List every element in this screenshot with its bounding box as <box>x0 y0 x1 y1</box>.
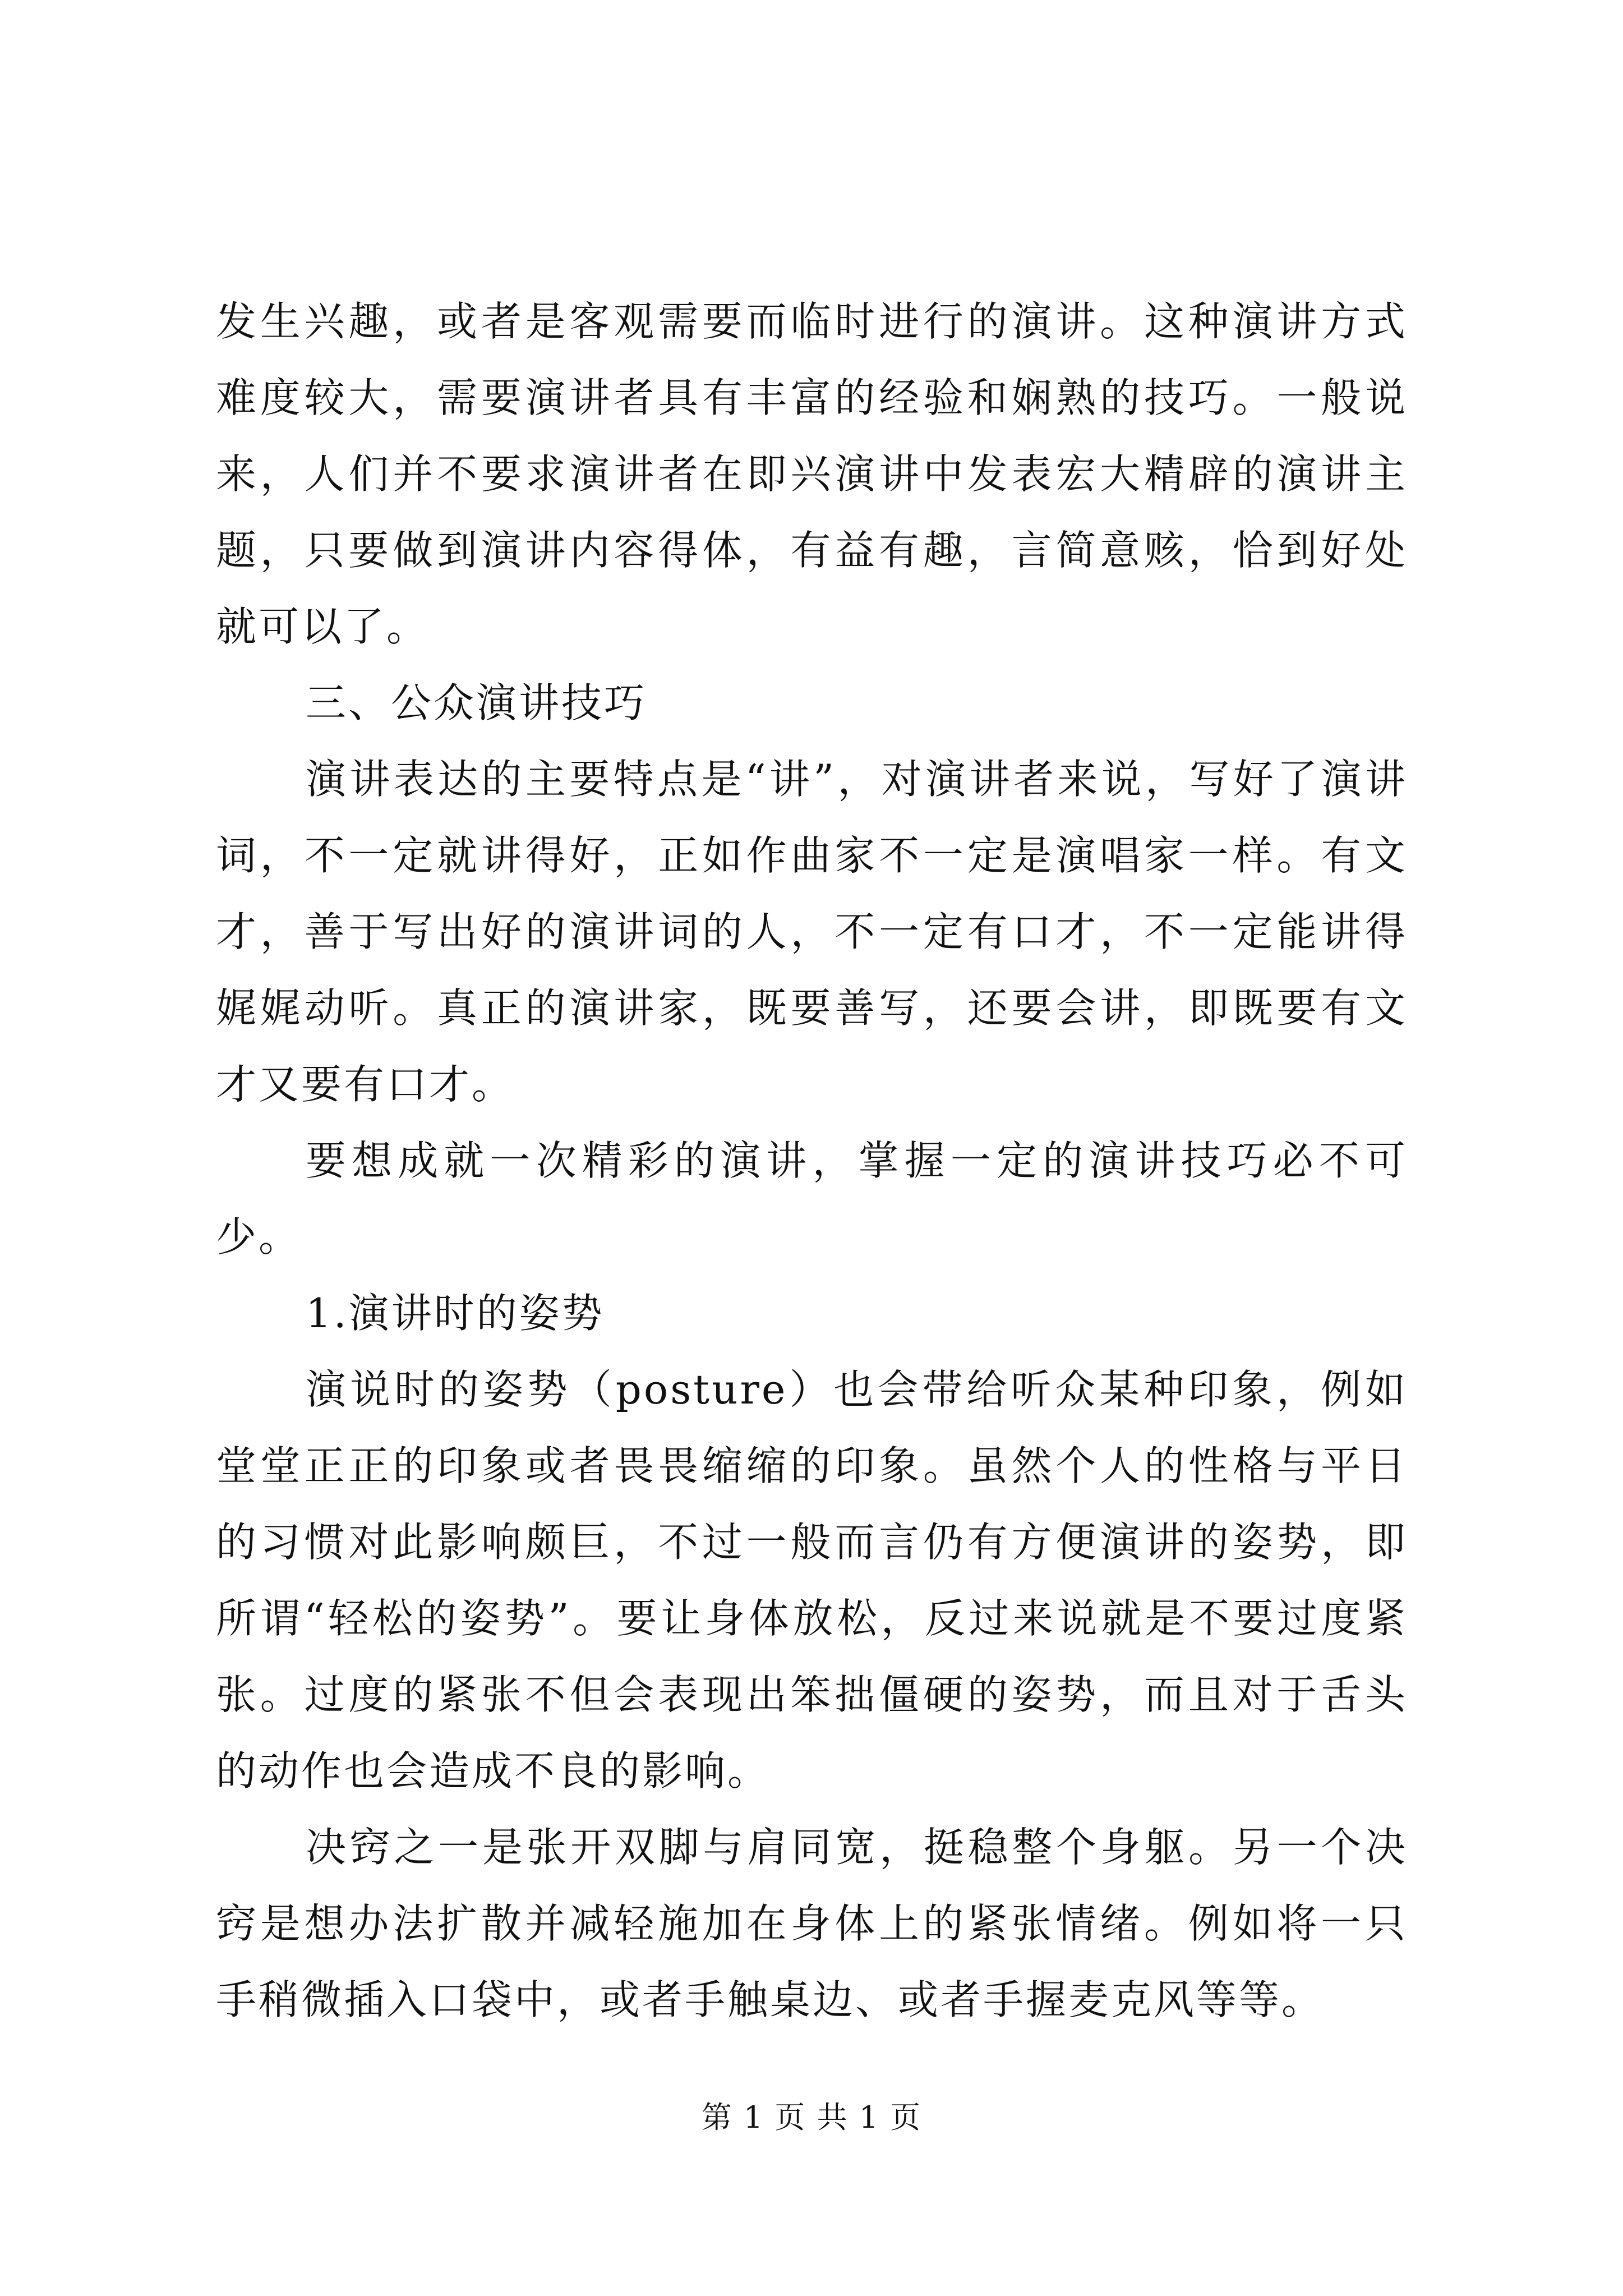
subheading-posture: 1.演讲时的姿势 <box>306 1290 605 1337</box>
paragraph-continuation: 发生兴趣，或者是客观需要而临时进行的演讲。这种演讲方式难度较大，需要演讲者具有丰富的经验和娴熟的技巧。一般说来，人们并不要求演讲者在即兴演讲中发表宏大精辟的演讲主题，只要做到演讲内容得体，有益有趣，言简意赅，恰到好处就可以了。 <box>216 298 1408 650</box>
page-number-footer: 第 1 页 共 1 页 <box>701 2100 922 2135</box>
paragraph-speech-expression: 演讲表达的主要特点是“讲”，对演讲者来说，写好了演讲词，不一定就讲得好，正如作曲家不一定是演唱家一样。有文才，善于写出好的演讲词的人，不一定有口才，不一定能讲得娓娓动听。真正的演讲家，既要善写，还要会讲，即既要有文才又要有口才。 <box>216 756 1408 1108</box>
paragraph-posture: 演说时的姿势（posture）也会带给听众某种印象，例如堂堂正正的印象或者畏畏缩缩的印象。虽然个人的性格与平日的习惯对此影响颇巨，不过一般而言仍有方便演讲的姿势，即所谓“轻松的姿势”。要让身体放松，反过来说就是不要过度紧张。过度的紧张不但会表现出笨拙僵硬的姿势，而且对于舌头的动作也会造成不良的影响。 <box>216 1366 1408 1795</box>
document-body <box>216 283 1408 2038</box>
paragraph-master-skills: 要想成就一次精彩的演讲，掌握一定的演讲技巧必不可少。 <box>216 1137 1408 1260</box>
section-heading-public-speaking-skills: 三、公众演讲技巧 <box>306 679 647 726</box>
paragraph-tips: 决窍之一是张开双脚与肩同宽，挺稳整个身躯。另一个决窍是想办法扩散并减轻施加在身体上的紧张情绪。例如将一只手稍微插入口袋中，或者手触桌边、或者手握麦克风等等。 <box>216 1824 1408 2023</box>
